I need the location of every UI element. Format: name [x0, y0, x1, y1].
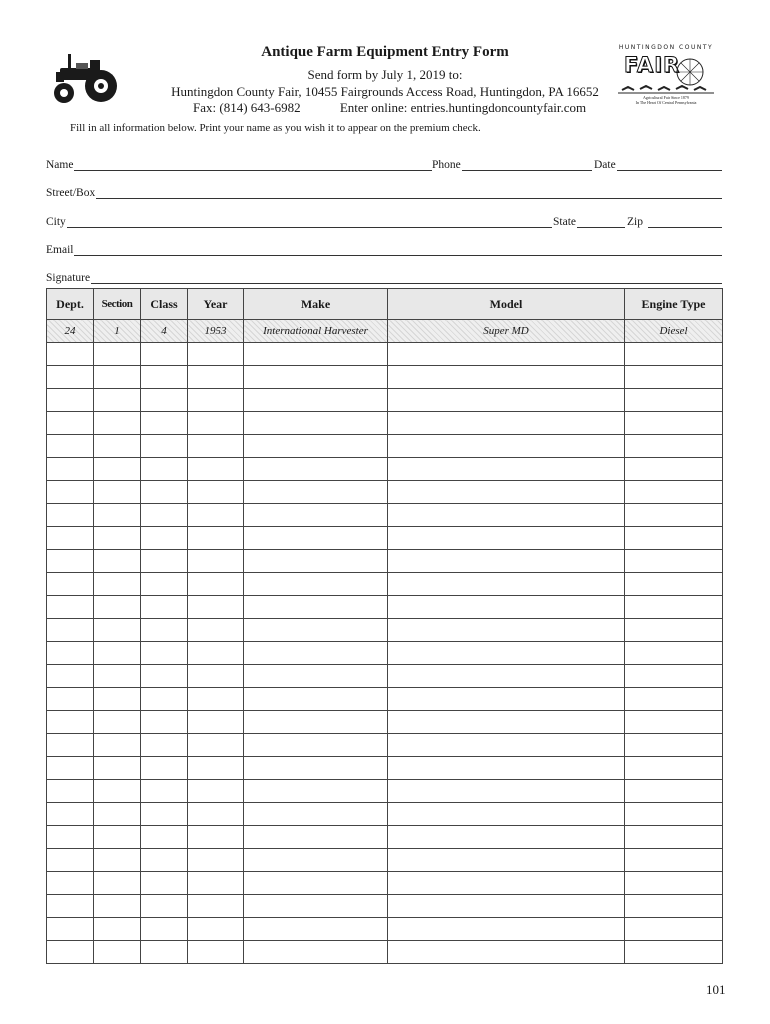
entry-cell-dept[interactable] [47, 918, 94, 941]
entry-cell-class[interactable] [141, 642, 188, 665]
entry-cell-make[interactable] [244, 734, 388, 757]
entry-cell-model[interactable] [388, 872, 625, 895]
entry-cell-year[interactable] [188, 596, 244, 619]
column-header-class: Class [141, 289, 188, 320]
entry-cell-model[interactable] [388, 412, 625, 435]
entry-cell-engine-type[interactable] [625, 435, 723, 458]
entry-cell-class[interactable] [141, 826, 188, 849]
entry-cell-class[interactable] [141, 573, 188, 596]
entry-cell-class[interactable] [141, 366, 188, 389]
entry-cell-dept[interactable] [47, 435, 94, 458]
entry-cell-model[interactable] [388, 458, 625, 481]
entry-cell-engine-type[interactable] [625, 642, 723, 665]
table-row [47, 803, 723, 826]
email-field[interactable] [46, 242, 722, 256]
signature-line[interactable] [91, 273, 722, 284]
contact-line [193, 100, 753, 116]
entry-cell-year[interactable] [188, 849, 244, 872]
entry-cell-section[interactable] [94, 504, 141, 527]
street-label: Street/Box [46, 187, 96, 199]
entry-cell-model[interactable] [388, 849, 625, 872]
table-row [47, 619, 723, 642]
entry-cell-engine-type[interactable] [625, 872, 723, 895]
entry-cell-model[interactable] [388, 619, 625, 642]
email-label: Email [46, 244, 74, 256]
entry-cell-dept[interactable] [47, 642, 94, 665]
table-row [47, 895, 723, 918]
entry-cell-model[interactable] [388, 550, 625, 573]
entry-cell-engine-type[interactable] [625, 665, 723, 688]
table-row [47, 665, 723, 688]
date-field[interactable] [594, 157, 722, 171]
entry-cell-class[interactable] [141, 803, 188, 826]
city-field[interactable] [46, 214, 552, 228]
entry-cell-make[interactable] [244, 366, 388, 389]
entry-cell-year[interactable] [188, 826, 244, 849]
table-row [47, 343, 723, 366]
table-row [47, 527, 723, 550]
entry-cell-class[interactable] [141, 688, 188, 711]
sample-make: International Harvester [244, 320, 388, 343]
table-header-row [47, 289, 723, 320]
entry-cell-class[interactable] [141, 389, 188, 412]
table-row [47, 642, 723, 665]
entry-cell-class[interactable] [141, 849, 188, 872]
entry-cell-year[interactable] [188, 343, 244, 366]
zip-label: Zip [627, 216, 643, 228]
entry-cell-model[interactable] [388, 895, 625, 918]
table-row [47, 389, 723, 412]
entry-cell-section[interactable] [94, 918, 141, 941]
entry-cell-section[interactable] [94, 872, 141, 895]
entry-cell-section[interactable] [94, 941, 141, 964]
entry-cell-engine-type[interactable] [625, 481, 723, 504]
entry-cell-dept[interactable] [47, 504, 94, 527]
signature-label: Signature [46, 272, 91, 284]
entry-cell-section[interactable] [94, 757, 141, 780]
entry-cell-year[interactable] [188, 780, 244, 803]
table-row [47, 504, 723, 527]
street-field[interactable] [46, 185, 722, 199]
entry-cell-year[interactable] [188, 366, 244, 389]
entry-cell-dept[interactable] [47, 711, 94, 734]
entry-cell-make[interactable] [244, 619, 388, 642]
entry-cell-engine-type[interactable] [625, 573, 723, 596]
entry-cell-dept[interactable] [47, 573, 94, 596]
city-label: City [46, 216, 66, 228]
entry-cell-make[interactable] [244, 711, 388, 734]
entry-cell-make[interactable] [244, 435, 388, 458]
entry-cell-engine-type[interactable] [625, 849, 723, 872]
entry-cell-dept[interactable] [47, 734, 94, 757]
entry-cell-make[interactable] [244, 895, 388, 918]
entry-cell-make[interactable] [244, 481, 388, 504]
entry-cell-dept[interactable] [47, 757, 94, 780]
entry-cell-dept[interactable] [47, 550, 94, 573]
entry-cell-model[interactable] [388, 803, 625, 826]
email-line[interactable] [74, 245, 722, 256]
entry-cell-year[interactable] [188, 757, 244, 780]
column-header-dept: Dept. [47, 289, 94, 320]
entry-cell-year[interactable] [188, 550, 244, 573]
state-label: State [553, 216, 576, 228]
entry-cell-engine-type[interactable] [625, 596, 723, 619]
entry-cell-section[interactable] [94, 527, 141, 550]
entry-cell-section[interactable] [94, 343, 141, 366]
entry-cell-engine-type[interactable] [625, 343, 723, 366]
entry-cell-class[interactable] [141, 435, 188, 458]
entry-cell-section[interactable] [94, 711, 141, 734]
entry-cell-dept[interactable] [47, 688, 94, 711]
entry-cell-engine-type[interactable] [625, 734, 723, 757]
entry-cell-year[interactable] [188, 642, 244, 665]
entry-cell-dept[interactable] [47, 366, 94, 389]
entry-cell-class[interactable] [141, 734, 188, 757]
table-row [47, 757, 723, 780]
entry-cell-make[interactable] [244, 941, 388, 964]
table-row [47, 918, 723, 941]
mailing-address: Huntingdon County Fair, 10455 Fairgrounds Access Road, Huntingdon, PA 16652 [171, 84, 599, 99]
entry-cell-dept[interactable] [47, 665, 94, 688]
entry-cell-make[interactable] [244, 849, 388, 872]
entry-cell-model[interactable] [388, 688, 625, 711]
entry-cell-model[interactable] [388, 573, 625, 596]
logo-tagline-2: In The Heart Of Central Pennsylvania [635, 100, 697, 105]
entry-cell-year[interactable] [188, 481, 244, 504]
entry-cell-dept[interactable] [47, 412, 94, 435]
signature-field[interactable] [46, 270, 722, 284]
table-row [47, 688, 723, 711]
entry-cell-dept[interactable] [47, 803, 94, 826]
fax-number: Fax: (814) 643-6982 [193, 100, 301, 115]
column-header-make: Make [244, 289, 388, 320]
entry-cell-model[interactable] [388, 366, 625, 389]
logo-word: FAIR [624, 53, 681, 77]
entry-cell-class[interactable] [141, 458, 188, 481]
table-row [47, 872, 723, 895]
entry-cell-section[interactable] [94, 458, 141, 481]
sample-section: 1 [94, 320, 141, 343]
entry-cell-make[interactable] [244, 504, 388, 527]
entry-cell-year[interactable] [188, 619, 244, 642]
entry-cell-year[interactable] [188, 734, 244, 757]
entry-cell-class[interactable] [141, 757, 188, 780]
entry-cell-year[interactable] [188, 412, 244, 435]
entry-cell-year[interactable] [188, 458, 244, 481]
phone-field[interactable] [432, 157, 592, 171]
entry-cell-section[interactable] [94, 412, 141, 435]
entry-cell-dept[interactable] [47, 389, 94, 412]
entry-cell-make[interactable] [244, 803, 388, 826]
state-line[interactable] [577, 217, 625, 228]
entry-cell-model[interactable] [388, 665, 625, 688]
entry-cell-year[interactable] [188, 435, 244, 458]
entry-cell-dept[interactable] [47, 619, 94, 642]
name-line[interactable] [74, 160, 432, 171]
table-row [47, 481, 723, 504]
entry-cell-year[interactable] [188, 573, 244, 596]
entry-cell-dept[interactable] [47, 481, 94, 504]
sample-year: 1953 [188, 320, 244, 343]
entry-cell-class[interactable] [141, 780, 188, 803]
sample-engine-type: Diesel [625, 320, 723, 343]
entry-cell-class[interactable] [141, 412, 188, 435]
form-title: Antique Farm Equipment Entry Form [261, 44, 509, 60]
entry-cell-dept[interactable] [47, 458, 94, 481]
entry-cell-section[interactable] [94, 849, 141, 872]
entry-cell-section[interactable] [94, 803, 141, 826]
entry-cell-model[interactable] [388, 389, 625, 412]
logo-brand: HUNTINGDON COUNTY [618, 44, 714, 51]
entry-cell-engine-type[interactable] [625, 711, 723, 734]
entry-cell-model[interactable] [388, 780, 625, 803]
entry-cell-dept[interactable] [47, 343, 94, 366]
phone-line[interactable] [462, 160, 592, 171]
entry-cell-engine-type[interactable] [625, 389, 723, 412]
entry-cell-engine-type[interactable] [625, 366, 723, 389]
table-row [47, 826, 723, 849]
entry-cell-year[interactable] [188, 389, 244, 412]
entry-cell-make[interactable] [244, 826, 388, 849]
entry-cell-section[interactable] [94, 366, 141, 389]
entry-cell-engine-type[interactable] [625, 826, 723, 849]
entry-cell-section[interactable] [94, 435, 141, 458]
entry-cell-class[interactable] [141, 343, 188, 366]
entry-cell-engine-type[interactable] [625, 780, 723, 803]
name-label: Name [46, 159, 74, 171]
entry-cell-model[interactable] [388, 826, 625, 849]
entry-cell-class[interactable] [141, 872, 188, 895]
zip-field[interactable] [627, 214, 722, 228]
table-row [47, 780, 723, 803]
entry-cell-class[interactable] [141, 527, 188, 550]
table-row [47, 849, 723, 872]
entry-cell-dept[interactable] [47, 895, 94, 918]
table-row [47, 458, 723, 481]
entry-cell-engine-type[interactable] [625, 458, 723, 481]
entry-cell-class[interactable] [141, 596, 188, 619]
sample-row [47, 320, 723, 343]
entry-cell-model[interactable] [388, 642, 625, 665]
entry-cell-class[interactable] [141, 941, 188, 964]
entry-cell-make[interactable] [244, 527, 388, 550]
table-row [47, 366, 723, 389]
entry-cell-make[interactable] [244, 665, 388, 688]
entry-cell-year[interactable] [188, 688, 244, 711]
entry-cell-model[interactable] [388, 527, 625, 550]
entries-table [46, 288, 723, 964]
table-row [47, 734, 723, 757]
entry-cell-section[interactable] [94, 826, 141, 849]
page-number: 101 [706, 982, 726, 997]
entry-cell-class[interactable] [141, 481, 188, 504]
entry-cell-year[interactable] [188, 803, 244, 826]
entry-cell-model[interactable] [388, 596, 625, 619]
online-entry-text: Enter online: entries.huntingdoncountyfair.com [339, 100, 587, 115]
entry-cell-year[interactable] [188, 918, 244, 941]
entry-cell-make[interactable] [244, 642, 388, 665]
entry-cell-make[interactable] [244, 412, 388, 435]
sample-class: 4 [141, 320, 188, 343]
sample-dept: 24 [47, 320, 94, 343]
phone-label: Phone [432, 159, 461, 171]
entry-cell-year[interactable] [188, 504, 244, 527]
sample-model: Super MD [388, 320, 625, 343]
city-line[interactable] [67, 217, 552, 228]
entry-cell-year[interactable] [188, 711, 244, 734]
entry-cell-make[interactable] [244, 343, 388, 366]
entry-cell-model[interactable] [388, 343, 625, 366]
entry-cell-engine-type[interactable] [625, 527, 723, 550]
entry-cell-class[interactable] [141, 918, 188, 941]
entry-cell-make[interactable] [244, 458, 388, 481]
entry-cell-section[interactable] [94, 642, 141, 665]
table-row [47, 573, 723, 596]
entry-cell-dept[interactable] [47, 596, 94, 619]
entry-cell-dept[interactable] [47, 849, 94, 872]
entry-cell-make[interactable] [244, 389, 388, 412]
entry-cell-model[interactable] [388, 757, 625, 780]
name-field[interactable] [46, 157, 432, 171]
entry-cell-year[interactable] [188, 872, 244, 895]
zip-line[interactable] [648, 217, 722, 228]
entry-cell-dept[interactable] [47, 527, 94, 550]
entry-cell-engine-type[interactable] [625, 412, 723, 435]
table-row [47, 550, 723, 573]
entry-cell-dept[interactable] [47, 826, 94, 849]
entry-cell-class[interactable] [141, 550, 188, 573]
entry-cell-year[interactable] [188, 941, 244, 964]
entry-cell-engine-type[interactable] [625, 918, 723, 941]
table-row [47, 596, 723, 619]
entry-cell-class[interactable] [141, 665, 188, 688]
entry-cell-model[interactable] [388, 481, 625, 504]
entry-cell-make[interactable] [244, 688, 388, 711]
entry-cell-engine-type[interactable] [625, 757, 723, 780]
entry-cell-dept[interactable] [47, 941, 94, 964]
entry-cell-section[interactable] [94, 389, 141, 412]
state-field[interactable] [553, 214, 625, 228]
entry-cell-section[interactable] [94, 550, 141, 573]
entry-cell-make[interactable] [244, 918, 388, 941]
entry-cell-make[interactable] [244, 780, 388, 803]
instructions-text: Fill in all information below. Print your name as you wish it to appear on the premium check. [70, 122, 481, 134]
entry-cell-class[interactable] [141, 895, 188, 918]
column-header-model: Model [388, 289, 625, 320]
entry-cell-section[interactable] [94, 895, 141, 918]
entry-cell-engine-type[interactable] [625, 803, 723, 826]
logo-tagline-1: Agricultural Fair Since 1879 [643, 95, 689, 100]
entry-cell-model[interactable] [388, 711, 625, 734]
entry-cell-engine-type[interactable] [625, 941, 723, 964]
entry-cell-section[interactable] [94, 619, 141, 642]
column-header-year: Year [188, 289, 244, 320]
entry-cell-engine-type[interactable] [625, 895, 723, 918]
entry-cell-make[interactable] [244, 757, 388, 780]
entry-cell-section[interactable] [94, 665, 141, 688]
entry-cell-class[interactable] [141, 504, 188, 527]
column-header-section: Section [94, 289, 141, 320]
date-label: Date [594, 159, 616, 171]
entry-cell-make[interactable] [244, 573, 388, 596]
table-row [47, 412, 723, 435]
entry-cell-model[interactable] [388, 941, 625, 964]
street-line[interactable] [96, 188, 722, 199]
entry-cell-section[interactable] [94, 481, 141, 504]
entry-cell-make[interactable] [244, 872, 388, 895]
entry-cell-class[interactable] [141, 619, 188, 642]
table-row [47, 711, 723, 734]
entry-cell-section[interactable] [94, 734, 141, 757]
entry-cell-make[interactable] [244, 596, 388, 619]
entry-cell-model[interactable] [388, 918, 625, 941]
entry-cell-engine-type[interactable] [625, 550, 723, 573]
entry-cell-year[interactable] [188, 895, 244, 918]
entry-cell-model[interactable] [388, 504, 625, 527]
entry-cell-engine-type[interactable] [625, 688, 723, 711]
date-line[interactable] [617, 160, 722, 171]
entry-cell-class[interactable] [141, 711, 188, 734]
entry-cell-model[interactable] [388, 734, 625, 757]
entry-cell-model[interactable] [388, 435, 625, 458]
entry-cell-make[interactable] [244, 550, 388, 573]
entry-cell-engine-type[interactable] [625, 619, 723, 642]
entry-cell-dept[interactable] [47, 872, 94, 895]
entry-cell-section[interactable] [94, 573, 141, 596]
send-by-text: Send form by July 1, 2019 to: [307, 67, 463, 82]
entry-cell-year[interactable] [188, 665, 244, 688]
entry-cell-engine-type[interactable] [625, 504, 723, 527]
entry-cell-section[interactable] [94, 780, 141, 803]
table-row [47, 435, 723, 458]
entry-cell-dept[interactable] [47, 780, 94, 803]
entry-cell-section[interactable] [94, 688, 141, 711]
entry-cell-year[interactable] [188, 527, 244, 550]
entry-cell-section[interactable] [94, 596, 141, 619]
table-row [47, 941, 723, 964]
column-header-engine-type: Engine Type [625, 289, 723, 320]
